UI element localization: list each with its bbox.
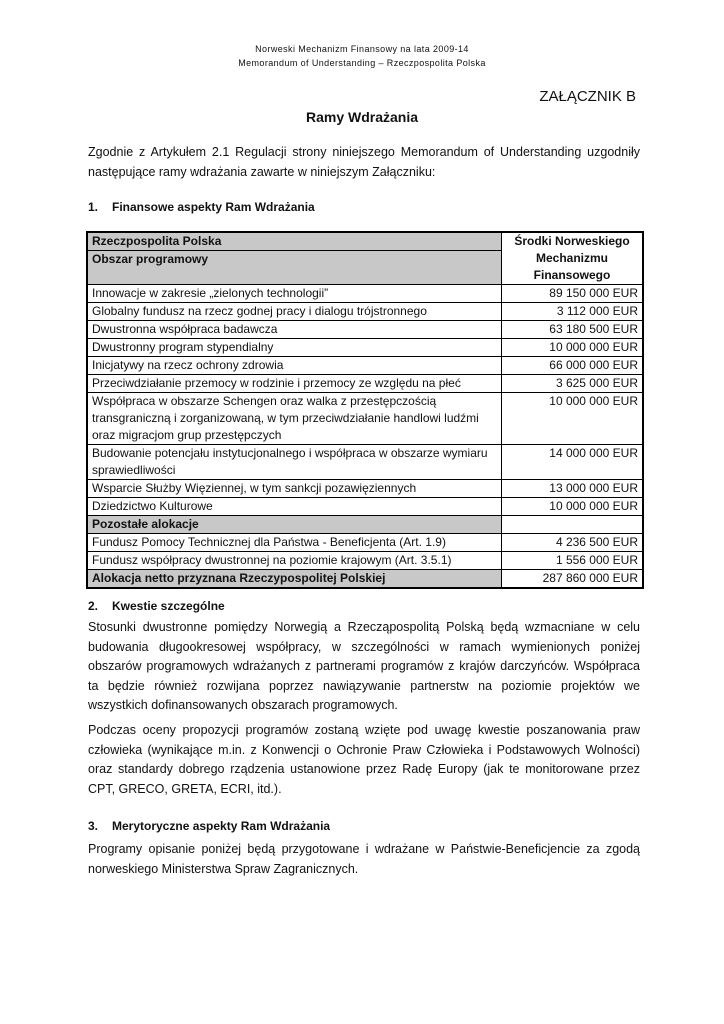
row-value xyxy=(502,516,644,534)
row-label: Globalny fundusz na rzecz godnej pracy i dialogu trójstronnego xyxy=(87,303,502,321)
row-label: Alokacja netto przyznana Rzeczypospolitej Polskiej xyxy=(87,570,502,589)
intro-paragraph: Zgodnie z Artykułem 2.1 Regulacji strony niniejszego Memorandum of Understanding uzgodniły następujące ramy wdrażania zawarte w niniejszym Załączniku: xyxy=(88,145,640,179)
table-row xyxy=(87,552,643,570)
running-header-line1: Norweski Mechanizm Finansowy na lata 2009-14 xyxy=(255,44,469,54)
section-2-heading: 2. Kwestie szczególne xyxy=(88,599,225,613)
table-row xyxy=(87,303,643,321)
table-row xyxy=(87,480,643,498)
table-row xyxy=(87,375,643,393)
table-row xyxy=(87,393,643,445)
table-row xyxy=(87,339,643,357)
row-value: 89 150 000 EUR xyxy=(502,285,644,303)
table-row xyxy=(87,570,643,589)
header-country: Rzeczpospolita Polska xyxy=(87,232,502,251)
section-2-paragraph-1: Stosunki dwustronne pomiędzy Norwegią a Rzecząpospolitą Polską będą wzmacniane w celu budowania długookresowej współpracy, w szczególności w ramach wymienionych poniżej obszarów programowych wdrażanych z partnerami programów z krajów darczyńców. Współpraca ta będzie również rozwijana poprzez nawiązywanie partnerstw na poziomie projektów we wszystkich dofinansowanych obszarach programowych. xyxy=(88,620,640,712)
page-title: Ramy Wdrażania xyxy=(305,109,419,125)
table-row xyxy=(87,357,643,375)
table-row xyxy=(87,285,643,303)
table-row xyxy=(87,516,643,534)
row-label: Współpraca w obszarze Schengen oraz walka z przestępczością transgraniczną i zorganizowaną, w tym przeciwdziałanie handlowi ludźmi oraz migracjom grup przestępczych xyxy=(87,393,502,445)
row-label: Inicjatywy na rzecz ochrony zdrowia xyxy=(87,357,502,375)
row-label: Budowanie potencjału instytucjonalnego i współpraca w obszarze wymiaru sprawiedliwości xyxy=(87,445,502,480)
header-value: Środki Norweskiego Mechanizmu Finansowego xyxy=(502,232,644,285)
row-value: 14 000 000 EUR xyxy=(502,445,644,480)
row-label: Dwustronny program stypendialny xyxy=(87,339,502,357)
row-value: 287 860 000 EUR xyxy=(502,570,644,589)
row-label: Dziedzictwo Kulturowe xyxy=(87,498,502,516)
header-area: Obszar programowy xyxy=(87,251,502,285)
row-label: Przeciwdziałanie przemocy w rodzinie i przemocy ze względu na płeć xyxy=(87,375,502,393)
row-value: 66 000 000 EUR xyxy=(502,357,644,375)
running-header-line2: Memorandum of Understanding – Rzeczpospolita Polska xyxy=(238,58,486,68)
table-row xyxy=(87,321,643,339)
row-label: Pozostałe alokacje xyxy=(87,516,502,534)
table-row xyxy=(87,445,643,480)
annex-label: ZAŁĄCZNIK B xyxy=(539,88,636,105)
row-value: 1 556 000 EUR xyxy=(502,552,644,570)
row-label: Fundusz Pomocy Technicznej dla Państwa - Beneficjenta (Art. 1.9) xyxy=(87,534,502,552)
section-2-paragraph-2: Podczas oceny propozycji programów zostaną wzięte pod uwagę kwestie poszanowania praw człowieka (wynikające m.in. z Konwencji o Ochronie Praw Człowieka i Podstawowych Wolności) oraz standardy dobrego rządzenia ustanowione przez Radę Europy (jak te monitorowane przez CPT, GRECO, GRETA, ECRI, itd.). xyxy=(88,723,640,796)
table-row xyxy=(87,534,643,552)
row-value: 3 112 000 EUR xyxy=(502,303,644,321)
row-label: Dwustronna współpraca badawcza xyxy=(87,321,502,339)
row-value: 10 000 000 EUR xyxy=(502,498,644,516)
row-label: Fundusz współpracy dwustronnej na poziomie krajowym (Art. 3.5.1) xyxy=(87,552,502,570)
table-row xyxy=(87,498,643,516)
allocation-table xyxy=(86,231,644,589)
section-3-heading: 3. Merytoryczne aspekty Ram Wdrażania xyxy=(88,819,331,833)
section-3-paragraph: Programy opisanie poniżej będą przygotowane i wdrażane w Państwie-Beneficjencie za zgodą norweskiego Ministerstwa Spraw Zagranicznych. xyxy=(88,842,640,876)
row-value: 13 000 000 EUR xyxy=(502,480,644,498)
row-value: 63 180 500 EUR xyxy=(502,321,644,339)
row-label: Wsparcie Służby Więziennej, w tym sankcji pozawięziennych xyxy=(87,480,502,498)
section-1-heading: 1. Finansowe aspekty Ram Wdrażania xyxy=(88,200,315,214)
row-value: 3 625 000 EUR xyxy=(502,375,644,393)
row-value: 4 236 500 EUR xyxy=(502,534,644,552)
row-label: Innowacje w zakresie „zielonych technologii” xyxy=(87,285,502,303)
row-value: 10 000 000 EUR xyxy=(502,393,644,445)
row-value: 10 000 000 EUR xyxy=(502,339,644,357)
